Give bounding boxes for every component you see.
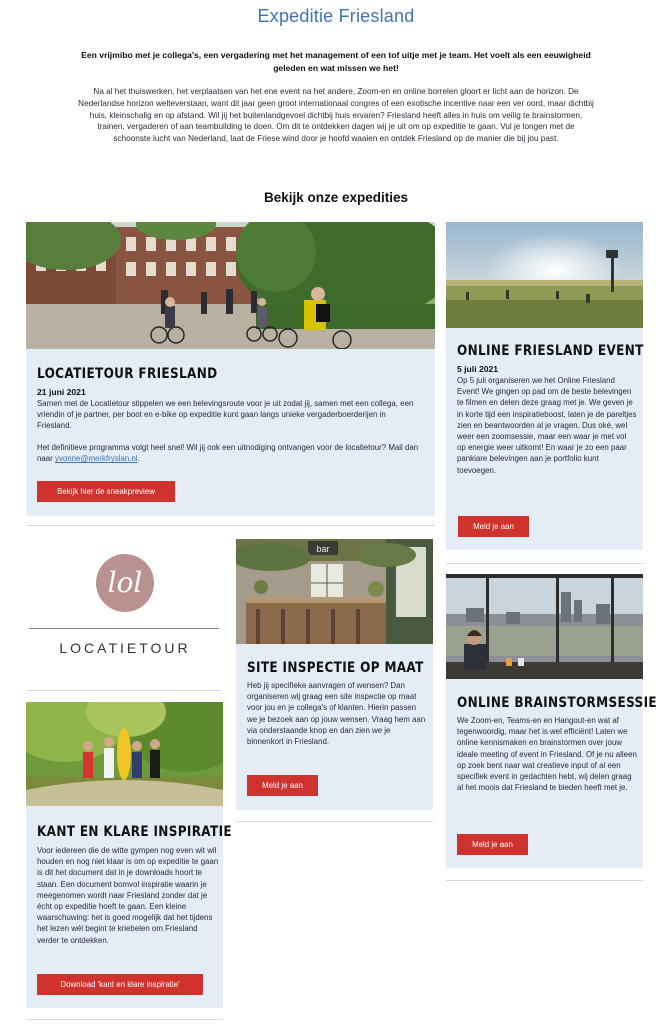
divider [446,880,643,881]
logo-monogram: lol [107,566,143,599]
section-title: Bekijk onze expedities [263,190,409,205]
card-title: SITE INSPECTIE OP MAAT [247,660,424,676]
locatietour-logo [26,540,222,685]
page-title: Expeditie Friesland [257,6,415,26]
group-surfboard-photo [26,702,223,806]
card-title: ONLINE BRAINSTORMSESSIE [457,695,657,711]
download-button[interactable]: Download 'kant en klare inspiratie' [37,974,203,995]
divider [26,525,435,526]
card-text: Heb jij specifieke aanvragen of wensen? Dan organiseren wij graag een site inspectie op maat voor jou en je collega's of klanten. Hierin passen we je bezoek aan op jouw wensen. Vraag hem aan via onderstaande knop en dan zien we je binnenkort in Friesland. [247,681,426,747]
lead-text: Een vrijmibo met je collega's, een vergadering met het management of een tof uitje met je team. Het voelt als een eeuwigheid geleden en wat missen we het! [81,50,591,73]
card-text: Samen met de Locatietour stippelen we een belevingsroute voor je uit zodat jij, samen met een collega, een vriendin of je partner, per boot en e-bike op expeditie kunt gaan langs unieke vergaderboerderijen in Friesland. [37,399,414,431]
card-title: LOCATIETOUR FRIESLAND [37,366,218,382]
card-inspiratie [26,702,232,1008]
register-button[interactable]: Meld je aan [458,516,529,537]
card-brainstorm [446,574,657,868]
card-date: 5 juli 2021 [457,364,499,374]
field-photo [446,222,643,328]
register-button[interactable]: Meld je aan [457,834,528,855]
divider [26,690,222,691]
card-text: Voor iedereen die de witte gympen nog even wit wil houden en nog niet klaar is om op expeditie te gaan is dit het document dat in je downloads hoort te staan. Een document bomvol inspiratie waarin je meegenomen wordt naar Friesland zonder dat je écht op expeditie hoeft te gaan. Een kleine waarschuwing: het is goed mogelijk dat het tijdens het lezen wél begint te kriebelen om Friesland verder te ontdekken. [37,846,219,945]
logo-wordmark: LOCATIETOUR [59,640,191,656]
card-title: ONLINE FRIESLAND EVENT [457,343,644,359]
divider [26,1019,223,1020]
card-locatietour [26,222,435,516]
divider [236,821,433,822]
card-site-inspectie [236,539,433,810]
cyclists-photo [26,222,435,349]
bar-interior-photo [236,539,433,644]
intro-text: Na al het thuiswerken, het verplaatsen van het ene event na het andere, Zoom-en en online borrelen gloort er licht aan de horizon. De Nederlandse horizon welteverstaan, want dit jaar geen groot internationaal congres of een exotische incentive naar een ver oord, maar dichtbij huis, kleinschalig en op afstand. Wil jij het buitenlandgevoel dichtbij huis ervaren? Friesland heeft alles in huis om veilig te brainstormen, trainen, vergaderen of aan teambuilding te doen. Om dit te ontdekken dagen wij je uit om op expeditie te gaan. Vul je longen met de schoonste lucht van Nederland, laat de Friese wind door je hoofd waaien en ontdek Friesland op de manier die bij jou past. [78,87,594,144]
email-link[interactable]: yvonne@merkfryslan.nl [55,454,138,464]
card-text-contact: Het definitieve programma volgt heel snel! Wil jij ook een uitnodiging ontvangen voor de locatietour? Mail dan naar yvonne@merkfryslan.nl. [37,443,419,464]
card-date: 21 juni 2021 [37,387,86,397]
card-text: We Zoom-en, Teams-en en Hangout-en wat af tegenwoordig, maar het is wel efficiënt! Laten we online kennismaken en brainstormen over jouw ideale meeting of event in Friesland. Of je nu alleen op zoek bent naar wat creatieve input of al een specifiek event in gedachten hebt, wij delen graag al het moois dat Friesland te bieden heeft met je. [457,716,637,793]
card-title: KANT EN KLARE INSPIRATIE [37,824,232,840]
register-button[interactable]: Meld je aan [247,775,318,796]
divider [446,563,643,564]
card-text: Op 5 juli organiseren we het Online Friesland Event! We gingen op pad om de beste belevingen te filmen en delen deze graag met je. We geven je in korte tijd een inspiratieboost, laten je de pareltjes zien en beantwoorden al je vragen. Dus oké, wel weer een zoomsessie, maar een waar je met vol op energie weer uitkomt! En waar je zo een paar pankiare belevingen aan je portfolio kunt toevoegen. [457,376,637,475]
photo-sign-text: bar [316,544,330,554]
office-view-photo [446,574,643,679]
sneakpreview-button[interactable]: Bekijk hier de sneakpreview [37,481,175,502]
card-online-event [446,222,643,550]
